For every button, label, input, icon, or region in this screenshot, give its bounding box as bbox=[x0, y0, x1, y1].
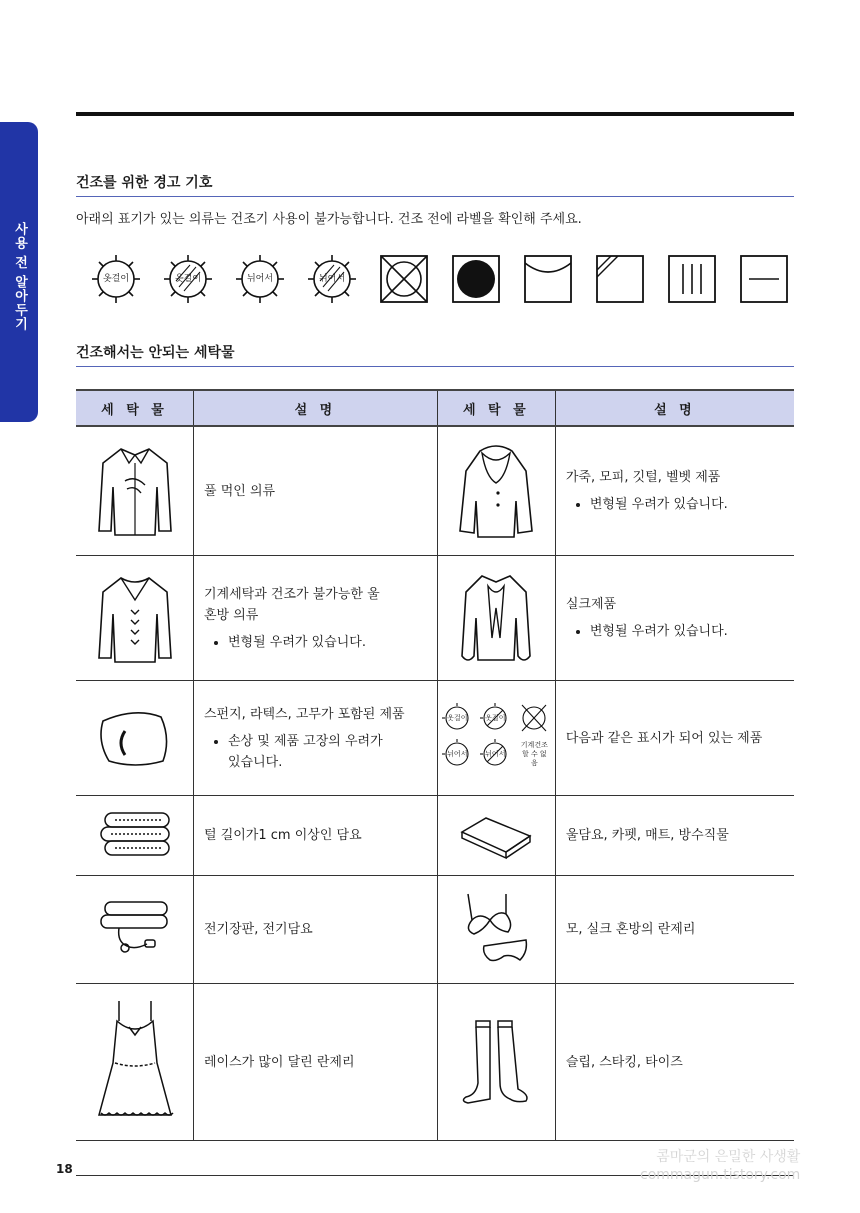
symbol-label-hang: 옷걸이 bbox=[102, 274, 130, 284]
section1-title: 건조를 위한 경고 기호 bbox=[76, 175, 213, 191]
item-description: 털 길이가1 cm 이상인 담요 bbox=[204, 828, 362, 843]
header-item-right: 세 탁 물 bbox=[437, 390, 555, 426]
item-description: 실크제품 bbox=[565, 597, 617, 612]
symbol-label-flat-shade: 뉘어서 bbox=[318, 274, 346, 284]
item-description-cell bbox=[555, 876, 794, 984]
table-header-row bbox=[76, 390, 794, 426]
item-description-cell bbox=[555, 426, 794, 556]
item-description: 레이스가 많이 달린 란제리 bbox=[204, 1054, 355, 1070]
item-note: • 변형될 우려가 있습니다. bbox=[590, 494, 788, 515]
item-description: 울담요, 카펫, 매트, 방수직물 bbox=[565, 828, 729, 843]
sponge-pillow-icon bbox=[95, 703, 175, 773]
care-symbol-label: 뉘어서 bbox=[447, 750, 468, 758]
item-image-cell bbox=[76, 984, 194, 1141]
item-note: • 변형될 우려가 있습니다. bbox=[590, 621, 788, 642]
item-image-cell bbox=[437, 984, 555, 1141]
item-description-cell bbox=[555, 796, 794, 876]
silk-blouse-icon bbox=[456, 568, 536, 668]
table-row bbox=[76, 556, 794, 681]
item-notes bbox=[566, 494, 788, 515]
item-description: 전기장판, 전기담요 bbox=[204, 922, 313, 937]
hang-dry-symbol-icon bbox=[90, 253, 142, 305]
item-description-cell bbox=[194, 681, 438, 796]
item-notes bbox=[204, 632, 431, 653]
item-description-cell bbox=[194, 984, 438, 1141]
item-description: 가죽, 모피, 깃털, 벨벳 제품 bbox=[565, 470, 721, 485]
top-rule bbox=[76, 112, 794, 116]
item-description: 슬립, 스타킹, 타이즈 bbox=[565, 1054, 683, 1070]
item-description: 모, 실크 혼방의 란제리 bbox=[565, 922, 696, 937]
dry-in-shade-icon bbox=[594, 253, 646, 305]
table-row bbox=[76, 876, 794, 984]
care-symbol-label: 옷걸이 bbox=[485, 714, 506, 722]
table-row bbox=[76, 796, 794, 876]
flat-dry-symbol-icon bbox=[234, 253, 286, 305]
section1-description: 아래의 표기가 있는 의류는 건조기 사용이 불가능합니다. 건조 전에 라벨을 확인해 주세요. bbox=[76, 212, 582, 227]
header-desc-left: 설 명 bbox=[194, 390, 438, 426]
side-chapter-tab bbox=[0, 122, 38, 422]
table-row bbox=[76, 984, 794, 1141]
care-symbol-label: 기계건조 할 수 없음 bbox=[520, 741, 548, 767]
side-chapter-label: 사용 전 알아두기 bbox=[12, 222, 27, 332]
electric-blanket-icon bbox=[95, 898, 175, 962]
item-image-cell bbox=[437, 681, 555, 796]
watermark-line1: 콤마군의 은밀한 사생활 bbox=[656, 1149, 801, 1165]
folded-blanket-icon bbox=[95, 809, 175, 863]
tumble-dry-high-icon bbox=[450, 253, 502, 305]
section1-rule bbox=[76, 196, 794, 197]
item-image-cell bbox=[76, 681, 194, 796]
item-image-cell bbox=[437, 876, 555, 984]
wool-sweater-icon bbox=[95, 570, 175, 666]
table-row bbox=[76, 681, 794, 796]
item-description-cell bbox=[555, 984, 794, 1141]
item-description-cell bbox=[194, 556, 438, 681]
watermark bbox=[640, 1148, 800, 1184]
do-not-tumble-dry-icon bbox=[378, 253, 430, 305]
care-symbol-label: 뉘어서 bbox=[485, 750, 506, 758]
section2-title: 건조해서는 안되는 세탁물 bbox=[76, 345, 235, 361]
item-description-cell bbox=[194, 426, 438, 556]
header-desc-right: 설 명 bbox=[555, 390, 794, 426]
warning-symbols-row bbox=[90, 253, 790, 309]
hang-dry-shade-symbol-icon bbox=[162, 253, 214, 305]
watermark-line2: commagun.tistory.com bbox=[640, 1167, 801, 1183]
item-description-cell bbox=[555, 681, 794, 796]
item-note: • 변형될 우려가 있습니다. bbox=[228, 632, 431, 653]
item-description: 기계세탁과 건조가 불가능한 울 혼방 의류 bbox=[204, 586, 380, 623]
item-notes bbox=[566, 621, 788, 642]
item-image-cell bbox=[437, 426, 555, 556]
lingerie-bra-icon bbox=[456, 890, 536, 970]
table-row bbox=[76, 426, 794, 556]
page-number: 18 bbox=[56, 1162, 73, 1176]
item-description: 스펀지, 라텍스, 고무가 포함된 제품 bbox=[204, 706, 405, 722]
header-item-left: 세 탁 물 bbox=[76, 390, 194, 426]
rug-mat-icon bbox=[456, 812, 536, 860]
flat-dry-square-icon bbox=[738, 253, 790, 305]
item-description-cell bbox=[555, 556, 794, 681]
item-image-cell bbox=[76, 876, 194, 984]
care-symbol-label: 옷걸이 bbox=[447, 714, 468, 722]
item-image-cell bbox=[437, 796, 555, 876]
line-dry-icon bbox=[522, 253, 574, 305]
item-image-cell bbox=[76, 556, 194, 681]
laundry-items-table bbox=[76, 389, 794, 1141]
item-image-cell bbox=[437, 556, 555, 681]
care-symbols-group bbox=[440, 701, 552, 775]
item-image-cell bbox=[76, 796, 194, 876]
item-image-cell bbox=[76, 426, 194, 556]
item-description-cell bbox=[194, 876, 438, 984]
symbol-label-hang-shade: 옷걸이 bbox=[174, 274, 202, 284]
item-note: • 손상 및 제품 고장의 우려가 있습니다. bbox=[228, 731, 398, 773]
starched-shirt-icon bbox=[95, 441, 175, 541]
lace-slip-dress-icon bbox=[95, 997, 175, 1127]
drip-dry-icon bbox=[666, 253, 718, 305]
flat-dry-shade-symbol-icon bbox=[306, 253, 358, 305]
item-description-cell bbox=[194, 796, 438, 876]
item-notes bbox=[204, 731, 431, 773]
item-description: 다음과 같은 표시가 되어 있는 제품 bbox=[565, 730, 763, 746]
symbol-label-flat: 뉘어서 bbox=[246, 274, 274, 284]
item-description: 풀 먹인 의류 bbox=[204, 483, 276, 499]
stockings-icon bbox=[456, 1017, 536, 1107]
section2-rule bbox=[76, 366, 794, 367]
fur-coat-icon bbox=[456, 441, 536, 541]
